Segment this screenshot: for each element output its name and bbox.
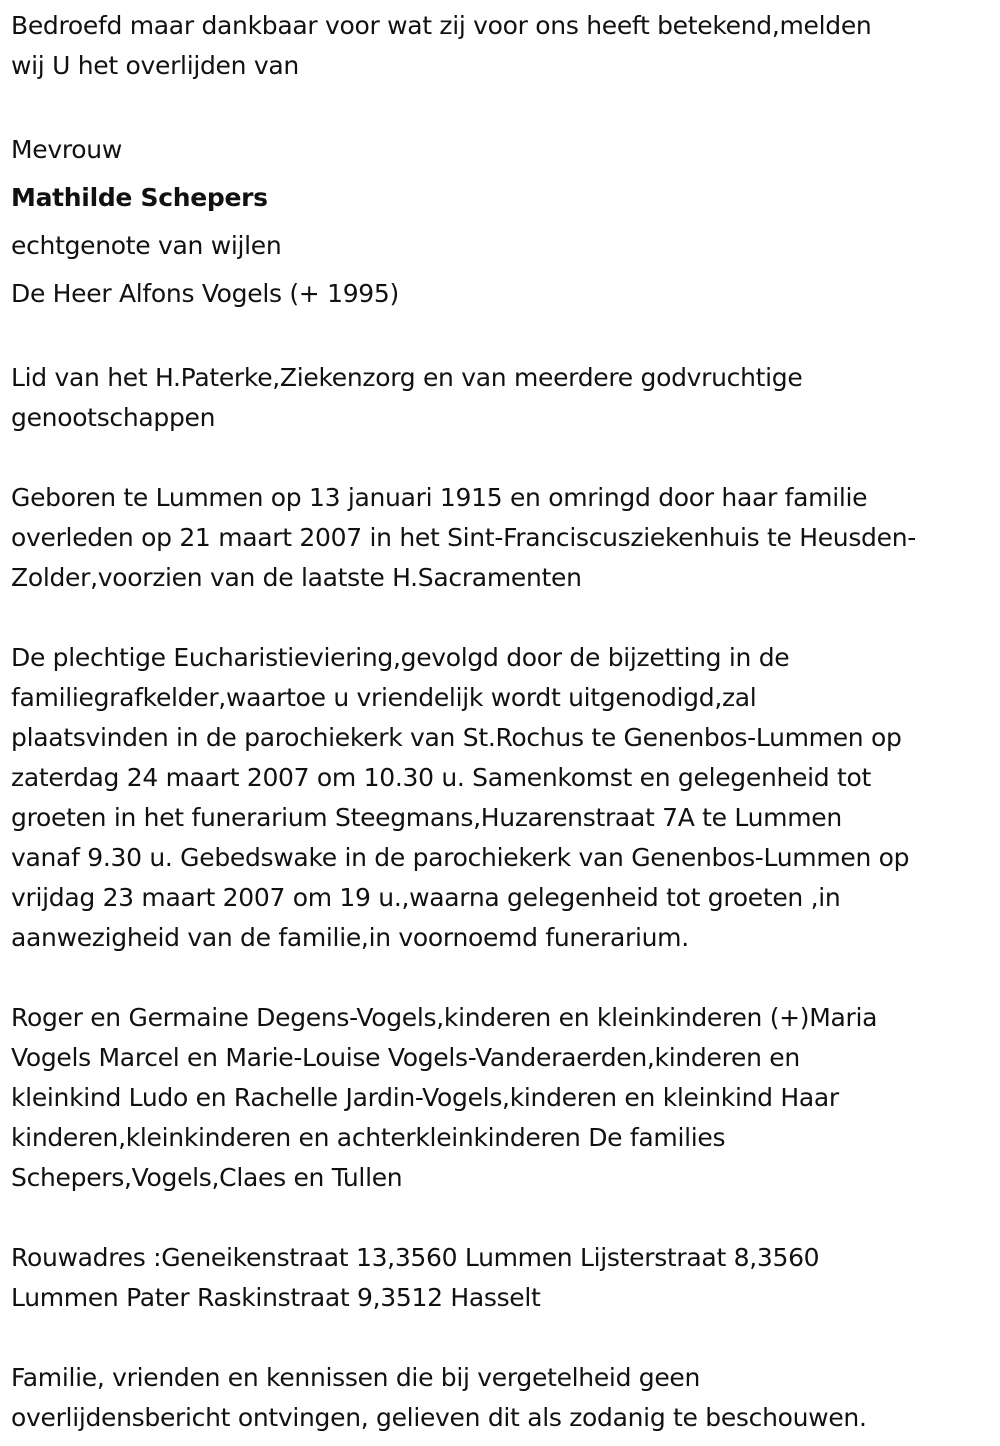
birth-death-paragraph: Geboren te Lummen op 13 januari 1915 en omringd door haar familie overleden op 21 maart 2007 in het Sint-Franciscusziekenhuis te Heusden- Zolder,voorzien van de laatste H.Sacramenten (11, 483, 916, 592)
obituary-document (11, 6, 993, 1438)
intro-paragraph: Bedroefd maar dankbaar voor wat zij voor ons heeft betekend,melden wij U het overlijden van (11, 11, 872, 80)
spouse-name: De Heer Alfons Vogels (+ 1995) (11, 279, 399, 308)
closing-paragraph: Familie, vrienden en kennissen die bij vergetelheid geen overlijdensbericht ontvingen, gelieven dit als zodanig te beschouwen. (11, 1363, 867, 1432)
address-paragraph: Rouwadres :Geneikenstraat 13,3560 Lummen Lijsterstraat 8,3560 Lummen Pater Raskinstraat 9,3512 Hasselt (11, 1243, 820, 1312)
deceased-name: Mathilde Schepers (11, 183, 268, 212)
spacer (11, 1318, 993, 1358)
spacer (11, 598, 993, 638)
ceremony-paragraph: De plechtige Eucharistieviering,gevolgd door de bijzetting in de familiegrafkelder,waartoe u vriendelijk wordt uitgenodigd,zal plaatsvinden in de parochiekerk van St.Rochus te Genenbos-Lummen op zaterdag 24 maart 2007 om 10.30 u. Samenkomst en gelegenheid tot groeten in het funerarium Steegmans,Huzarenstraat 7A te Lummen vanaf 9.30 u. Gebedswake in de parochiekerk van Genenbos-Lummen op vrijdag 23 maart 2007 om 19 u.,waarna gelegenheid tot groeten ,in aanwezigheid van de familie,in voornoemd funerarium. (11, 643, 910, 952)
relation-text: echtgenote van wijlen (11, 231, 282, 260)
family-paragraph: Roger en Germaine Degens-Vogels,kinderen en kleinkinderen (+)Maria Vogels Marcel en Marie-Louise Vogels-Vanderaerden,kinderen en kleinkind Ludo en Rachelle Jardin-Vogels,kinderen en kleinkind Haar kinderen,kleinkinderen en achterkleinkinderen De families Schepers,Vogels,Claes en Tullen (11, 1003, 878, 1192)
spacer (11, 318, 993, 358)
honorific: Mevrouw (11, 135, 122, 164)
membership-paragraph: Lid van het H.Paterke,Ziekenzorg en van meerdere godvruchtige genootschappen (11, 363, 803, 432)
spacer (11, 958, 993, 998)
spacer (11, 438, 993, 478)
spacer (11, 1198, 993, 1238)
spacer (11, 86, 993, 126)
